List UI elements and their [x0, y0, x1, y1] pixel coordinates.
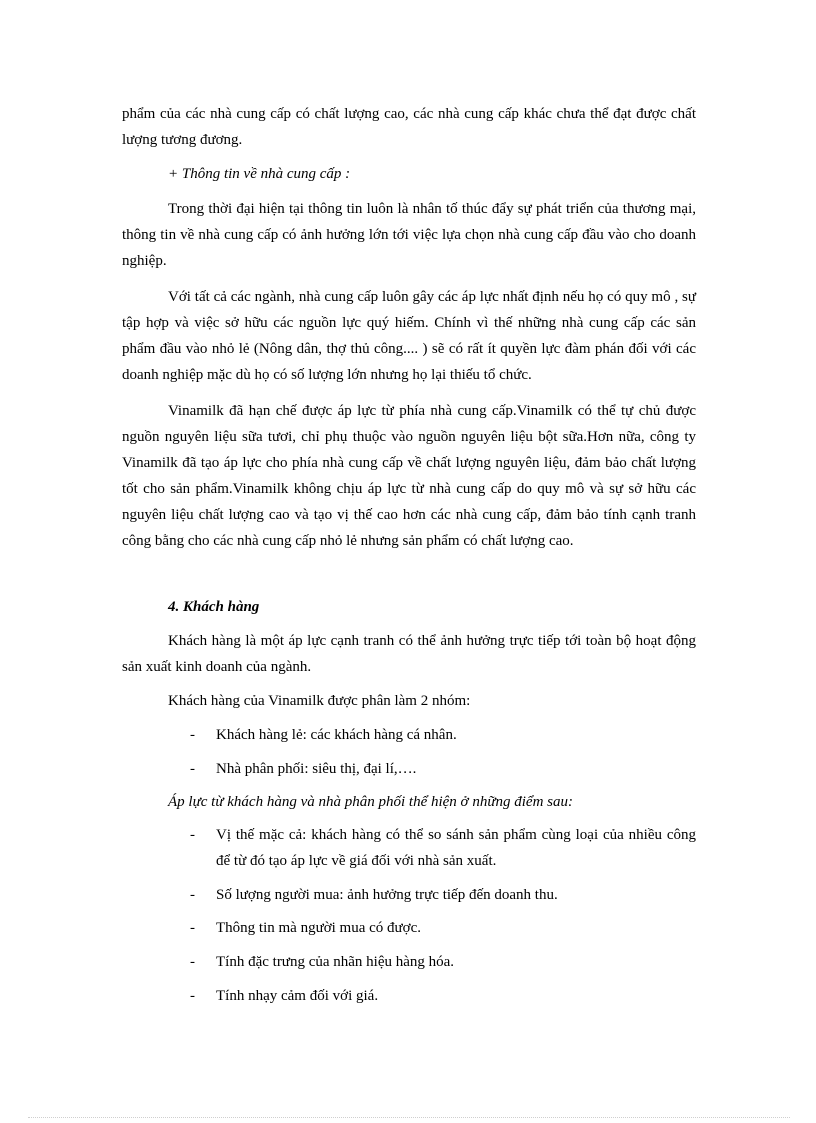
list-dash: -	[190, 920, 195, 936]
paragraph-vinamilk-suppliers: Vinamilk đã hạn chế được áp lực từ phía nhà cung cấp.Vinamilk có thể tự chủ được nguồn nguyên liệu sữa tươi, chỉ phụ thuộc vào nguồn nguyên liệu bột sữa.Hơn nữa, công ty Vinamilk đã tạo áp lực cho phía nhà cung cấp về chất lượng nguyên liệu, đảm bảo chất lượng tốt cho sản phẩm.Vinamilk không chịu áp lực từ nhà cung cấp do quy mô và sự sở hữu các nguyên liệu chất lượng cao và tạo vị thế cao hơn các nhà cung cấp, đảm bảo tính cạnh tranh công bằng cho các nhà cung cấp nhỏ lẻ nhưng sản phẩm có chất lượng cao.	[122, 403, 696, 549]
paragraph-continuation: phẩm của các nhà cung cấp có chất lượng cao, các nhà cung cấp khác chưa thể đạt được chất lượng tương đương.	[122, 106, 696, 148]
paragraph-information: Trong thời đại hiện tại thông tin luôn là nhân tố thúc đẩy sự phát triển của thương mại, thông tin về nhà cung cấp có ảnh hưởng lớn tới việc lựa chọn nhà cung cấp đầu vào cho doanh nghiệp.	[122, 201, 696, 269]
list-item-pressure	[190, 882, 696, 908]
list-item-pressure	[190, 915, 696, 941]
list-dash: -	[190, 761, 195, 777]
list-item-group	[190, 756, 696, 782]
list-dash: -	[190, 988, 195, 1004]
list-item-pressure	[190, 983, 696, 1009]
list-dash: -	[190, 827, 195, 843]
list-dash: -	[190, 887, 195, 903]
pressure-subheading: Áp lực từ khách hàng và nhà phân phối thể hiện ở những điểm sau:	[168, 794, 573, 810]
list-item-group	[190, 722, 696, 748]
list-item-text: Thông tin mà người mua có được.	[216, 920, 422, 936]
list-item-text: Tính nhạy cảm đối với giá.	[216, 988, 379, 1004]
list-item-text: Vị thế mặc cả: khách hàng có thể so sánh sản phẩm cùng loại của nhiều công để từ đó tạo áp lực về giá đối với nhà sản xuất.	[216, 827, 696, 869]
paragraph-customers-intro: Khách hàng là một áp lực cạnh tranh có thể ảnh hưởng trực tiếp tới toàn bộ hoạt động sản xuất kinh doanh của ngành.	[122, 633, 696, 675]
section-heading-customers: 4. Khách hàng	[168, 599, 260, 615]
supplier-info-subheading: + Thông tin về nhà cung cấp :	[168, 166, 351, 182]
list-item-pressure	[190, 949, 696, 975]
page-bottom-rule	[28, 1117, 790, 1118]
paragraph-supplier-power: Với tất cả các ngành, nhà cung cấp luôn gây các áp lực nhất định nếu họ có quy mô , sự tập hợp và việc sở hữu các nguồn lực quý hiếm. Chính vì thế những nhà cung cấp các sản phẩm đầu vào nhỏ lẻ (Nông dân, thợ thủ công.... ) sẽ có rất ít quyền lực đàm phán đối với các doanh nghiệp mặc dù họ có số lượng lớn nhưng họ lại thiếu tổ chức.	[122, 289, 696, 383]
list-item-text: Nhà phân phối: siêu thị, đại lí,….	[216, 761, 417, 777]
list-dash: -	[190, 727, 195, 743]
list-item-text: Tính đặc trưng của nhãn hiệu hàng hóa.	[216, 954, 455, 970]
list-item-text: Số lượng người mua: ảnh hưởng trực tiếp đến doanh thu.	[216, 887, 558, 903]
paragraph-customer-groups: Khách hàng của Vinamilk được phân làm 2 nhóm:	[168, 693, 471, 709]
list-item-text: Khách hàng lẻ: các khách hàng cá nhân.	[216, 727, 457, 743]
list-item-pressure	[190, 822, 696, 874]
list-dash: -	[190, 954, 195, 970]
